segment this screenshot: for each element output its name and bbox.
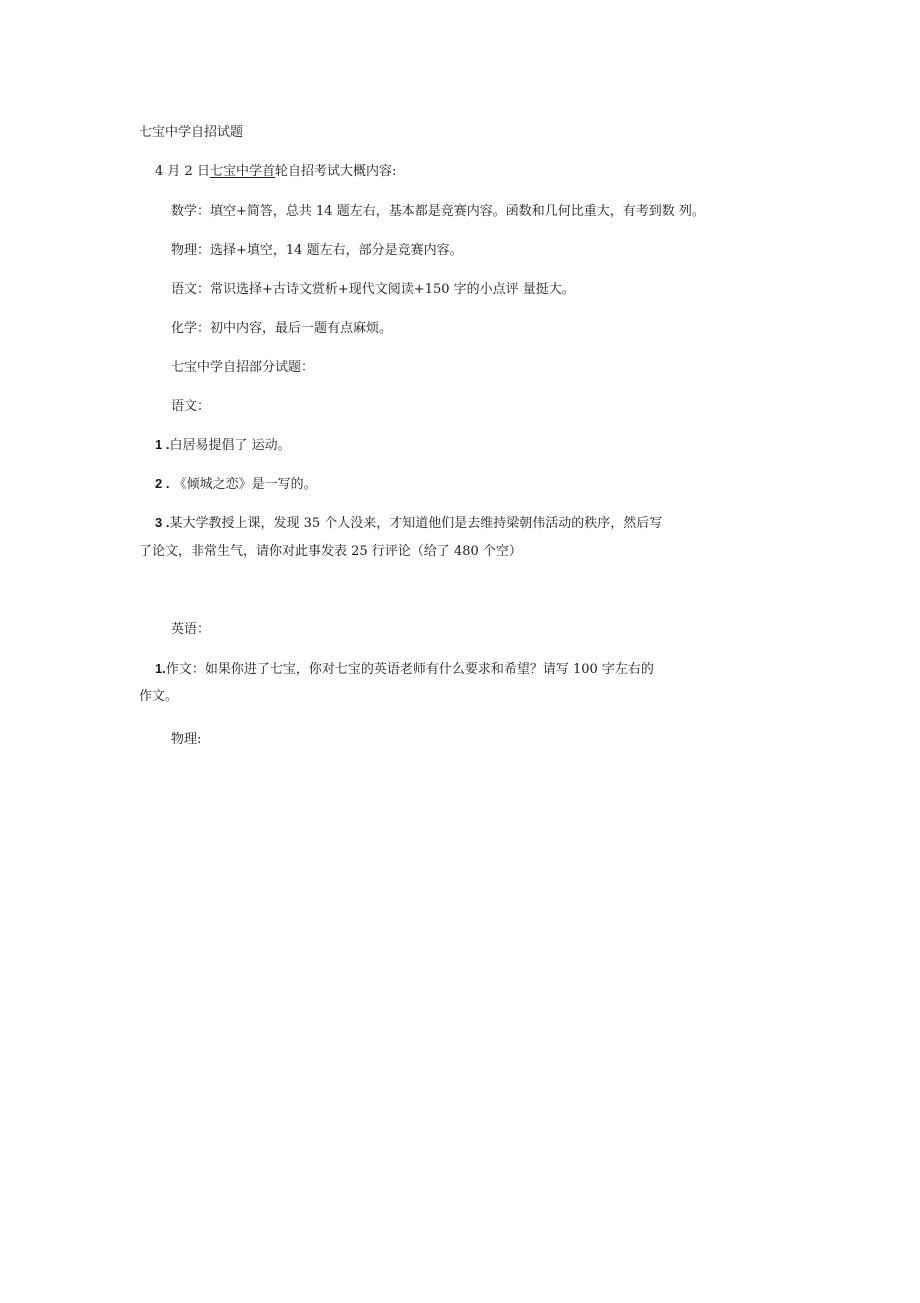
intro-suffix: 轮自招考试大概内容: xyxy=(274,164,397,179)
chinese-question-2 xyxy=(155,475,317,494)
question-text: 白居易提倡了 运动。 xyxy=(169,438,291,453)
intro-date: 4 月 2 日 xyxy=(155,164,210,179)
subject-text: 选择+填空，14 题左右，部分是竞赛内容。 xyxy=(210,243,463,258)
question-text: 某大学教授上课，发现 35 个人没来，才知道他们是去维持梁朝伟活动的秩序，然后写 xyxy=(169,516,663,531)
subject-chemistry xyxy=(171,320,392,338)
question-number: 2 . xyxy=(155,476,170,491)
document-title: 七宝中学自招试题 xyxy=(139,125,244,140)
chinese-question-1 xyxy=(155,436,291,455)
subject-chinese xyxy=(171,281,575,299)
english-question-1 xyxy=(155,660,654,679)
question-text: 作文：如果你进了七宝，你对七宝的英语老师有什么要求和希望？请写 100 字左右的 xyxy=(165,662,654,677)
subject-text: 初中内容，最后一题有点麻烦。 xyxy=(210,321,393,336)
subject-text: 常识选择+古诗文赏析+现代文阅读+150 字的小点评 量挺大。 xyxy=(210,282,575,297)
subject-text: 填空+简答，总共 14 题左右，基本都是竞赛内容。函数和几何比重大，有考到数 列。 xyxy=(210,204,705,219)
chinese-question-3 xyxy=(155,514,662,533)
english-section-heading: 英语： xyxy=(171,622,211,637)
physics-section-heading: 物理: xyxy=(171,732,202,747)
chinese-section-heading: 语文： xyxy=(171,399,211,414)
subject-math xyxy=(171,203,705,221)
chinese-question-3-continued: 了论文，非常生气，请你对此事发表 25 行评论（给了 480 个空） xyxy=(139,544,522,559)
question-number: 3 . xyxy=(155,515,170,530)
english-question-1-continued: 作文。 xyxy=(139,689,179,704)
subject-label: 语文： xyxy=(171,282,211,297)
subject-label: 物理： xyxy=(171,243,211,258)
question-number: 1 . xyxy=(155,437,170,452)
subject-label: 数学： xyxy=(171,204,211,219)
question-number: 1. xyxy=(155,661,166,676)
question-text: 《倾城之恋》是一写的。 xyxy=(173,477,317,492)
intro-line xyxy=(155,163,396,181)
subject-label: 化学： xyxy=(171,321,211,336)
subject-physics xyxy=(171,242,463,260)
intro-school-link: 七宝中学首 xyxy=(209,164,275,179)
partial-questions-heading: 七宝中学自招部分试题： xyxy=(171,360,315,375)
